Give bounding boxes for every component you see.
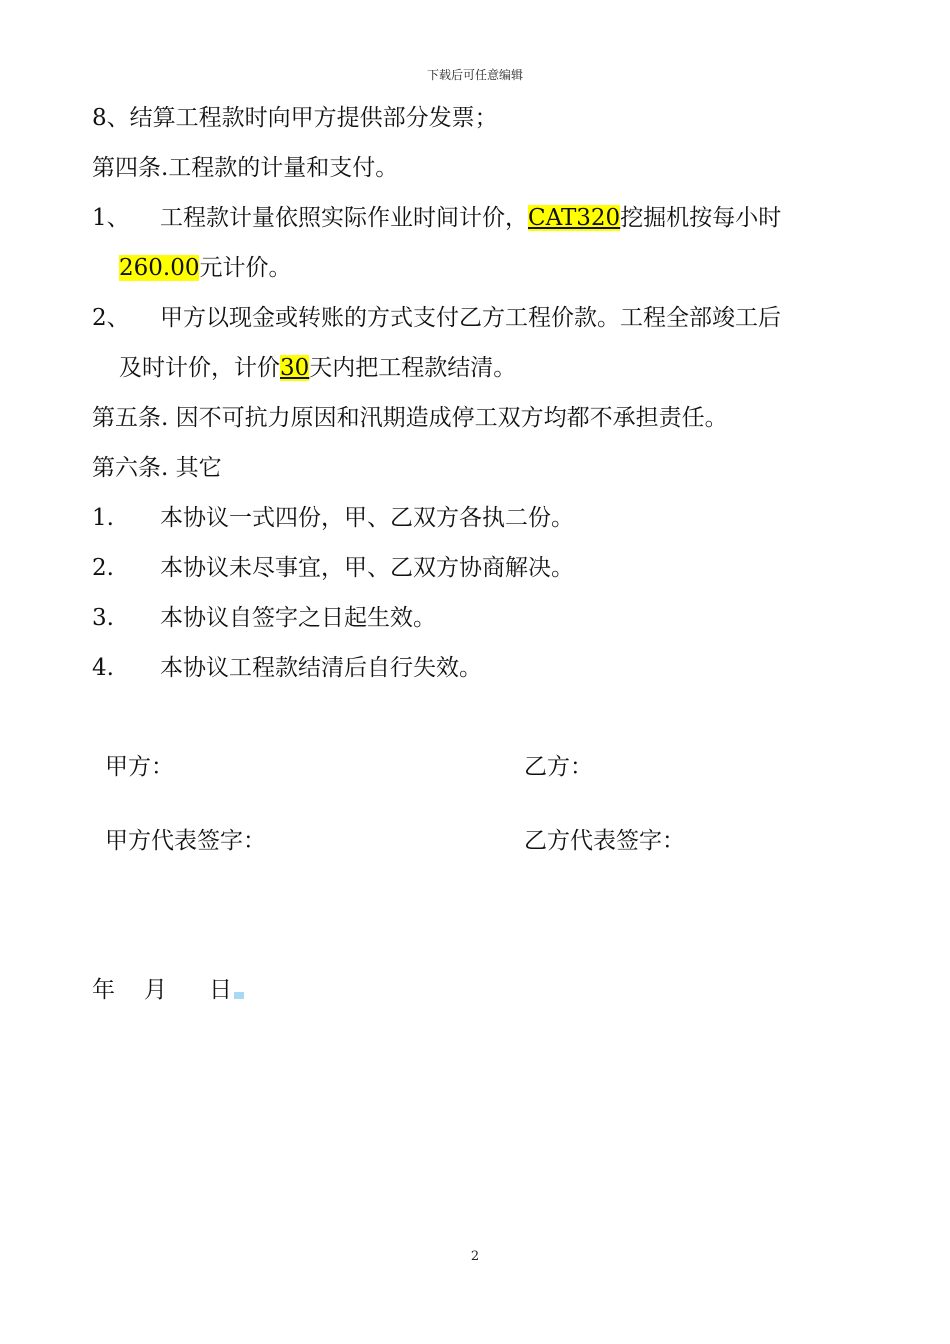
paragraph-text: 天内把工程款结清。 — [309, 355, 517, 381]
list-text: 本协议自签字之日起生效。 — [160, 605, 436, 631]
date-year: 年 — [92, 977, 115, 1003]
article-5-title: 第五条. 因不可抗力原因和汛期造成停工双方均都不承担责任。 — [92, 405, 728, 431]
paragraph-text: 工程款计量依照实际作业时间计价， — [160, 205, 528, 231]
article-4-paragraph-1 — [92, 203, 781, 233]
article-4-paragraph-2-cont — [119, 353, 516, 383]
article-6-item-4 — [92, 653, 482, 683]
page-number: 2 — [470, 1249, 480, 1264]
text-cursor-marker — [234, 992, 244, 999]
party-b-label: 乙方： — [524, 754, 593, 780]
date-day: 日 — [209, 977, 232, 1003]
article-4-paragraph-2 — [92, 303, 781, 333]
list-number: 1. — [92, 505, 114, 531]
party-a-representative-label: 甲方代表签字： — [105, 828, 266, 854]
clause-item-8: 8、结算工程款时向甲方提供部分发票； — [92, 105, 498, 131]
article-4-paragraph-1-cont — [119, 253, 291, 283]
paragraph-text: 甲方以现金或转账的方式支付乙方工程价款。工程全部竣工后 — [160, 305, 781, 331]
page-header: 下载后可任意编辑 — [426, 68, 523, 82]
paragraph-text: 及时计价，计价 — [119, 355, 280, 381]
machine-model-highlight: CAT320 — [528, 205, 621, 231]
date-line — [92, 975, 244, 1005]
hourly-price-highlight: 260.00 — [119, 255, 200, 281]
settlement-days-highlight: 30 — [280, 355, 310, 381]
paragraph-text: 挖掘机按每小时 — [620, 205, 782, 231]
party-a-label: 甲方： — [105, 754, 174, 780]
list-number: 4. — [92, 655, 114, 681]
article-6-title: 第六条. 其它 — [92, 455, 222, 481]
article-4-title: 第四条.工程款的计量和支付。 — [92, 155, 399, 181]
list-text: 本协议未尽事宜，甲、乙双方协商解决。 — [160, 555, 574, 581]
article-6-item-2 — [92, 553, 574, 583]
party-b-representative-label: 乙方代表签字： — [524, 828, 685, 854]
article-6-item-1 — [92, 503, 574, 533]
date-month: 月 — [144, 977, 167, 1003]
article-6-item-3 — [92, 603, 436, 633]
list-text: 本协议工程款结清后自行失效。 — [160, 655, 482, 681]
paragraph-number: 2、 — [92, 305, 130, 331]
list-number: 3. — [92, 605, 114, 631]
paragraph-text: 元计价。 — [199, 255, 292, 281]
list-text: 本协议一式四份，甲、乙双方各执二份。 — [160, 505, 574, 531]
list-number: 2. — [92, 555, 114, 581]
paragraph-number: 1、 — [92, 205, 130, 231]
